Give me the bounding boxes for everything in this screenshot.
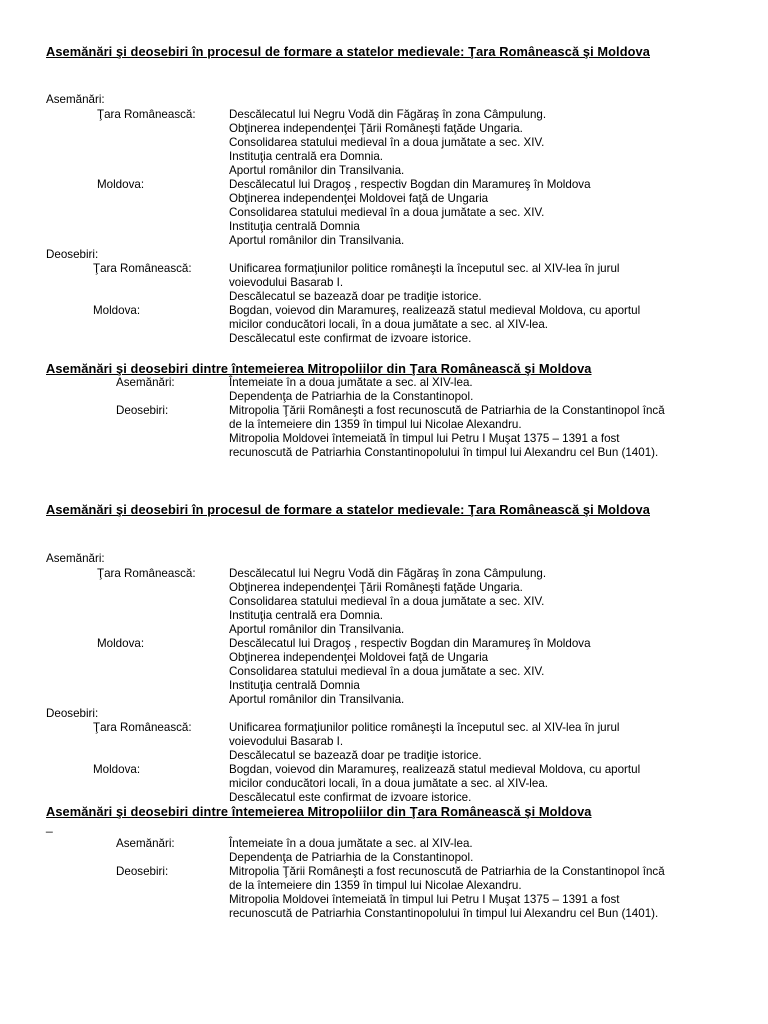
deosebiri-heading: Deosebiri: xyxy=(46,248,99,261)
deosebiri-label: Deosebiri: xyxy=(116,865,169,878)
list-item: Bogdan, voievod din Maramureş, realizează statul medieval Moldova, cu aportul xyxy=(229,763,641,776)
list-item: voievodului Basarab I. xyxy=(229,276,344,289)
moldova-deosebiri-list xyxy=(229,304,729,346)
list-item: Întemeiate în a doua jumătate a sec. al XIV-lea. xyxy=(229,376,473,389)
asemanari-label: Asemănări: xyxy=(116,376,175,389)
section-title: Asemănări şi deosebiri dintre întemeierea Mitropoliilor din Ţara Românească şi Moldova xyxy=(46,361,592,376)
list-item: Mitropolia Ţării Româneşti a fost recunoscută de Patriarhia de la Constantinopol încă xyxy=(229,404,665,417)
mitropolii-deosebiri-list xyxy=(229,865,729,921)
list-item: Descălecatul lui Dragoş , respectiv Bogdan din Maramureş în Moldova xyxy=(229,178,591,191)
list-item: Consolidarea statului medieval în a doua jumătate a sec. XIV. xyxy=(229,595,545,608)
list-item: Întemeiate în a doua jumătate a sec. al XIV-lea. xyxy=(229,837,473,850)
list-item: Mitropolia Ţării Româneşti a fost recunoscută de Patriarhia de la Constantinopol încă xyxy=(229,865,665,878)
tara-romaneasca-label: Ţara Românească: xyxy=(97,567,196,580)
tara-romaneasca-deosebiri-list xyxy=(229,262,729,304)
section-title: Asemănări şi deosebiri dintre întemeierea Mitropoliilor din Ţara Românească şi Moldova xyxy=(46,804,592,819)
list-item: Consolidarea statului medieval în a doua jumătate a sec. XIV. xyxy=(229,206,545,219)
list-item: Instituţia centrală Domnia xyxy=(229,679,360,692)
moldova-asemanari-list xyxy=(229,178,729,248)
list-item: de la întemeiere din 1359 în timpul lui Nicolae Alexandru. xyxy=(229,879,522,892)
list-item: Descălecatul lui Negru Vodă din Făgăraş în zona Câmpulung. xyxy=(229,567,547,580)
list-item: Obţinerea independenţei Ţării Româneşti faţăde Ungaria. xyxy=(229,122,523,135)
list-item: Aportul românilor din Transilvania. xyxy=(229,623,405,636)
list-item: Obţinerea independenţei Ţării Româneşti faţăde Ungaria. xyxy=(229,581,523,594)
list-item: Descălecatul este confirmat de izvoare istorice. xyxy=(229,791,472,804)
moldova-label: Moldova: xyxy=(97,637,145,650)
list-item: Bogdan, voievod din Maramureş, realizează statul medieval Moldova, cu aportul xyxy=(229,304,641,317)
tara-romaneasca-asemanari-list xyxy=(229,108,729,178)
list-item: voievodului Basarab I. xyxy=(229,735,344,748)
list-item: Descălecatul este confirmat de izvoare istorice. xyxy=(229,332,472,345)
list-item: de la întemeiere din 1359 în timpul lui Nicolae Alexandru. xyxy=(229,418,522,431)
trailing-underscore: _ xyxy=(46,819,53,833)
mitropolii-asemanari-list xyxy=(229,837,729,865)
list-item: Aportul românilor din Transilvania. xyxy=(229,234,405,247)
list-item: Descălecatul se bazează doar pe tradiţie istorice. xyxy=(229,749,482,762)
mitropolii-deosebiri-list xyxy=(229,404,729,460)
list-item: Instituţia centrală era Domnia. xyxy=(229,150,384,163)
tara-romaneasca-deosebiri-list xyxy=(229,721,729,763)
list-item: Descălecatul lui Dragoş , respectiv Bogdan din Maramureş în Moldova xyxy=(229,637,591,650)
list-item: recunoscută de Patriarhia Constantinopolului în timpul lui Alexandru cel Bun (1401). xyxy=(229,907,659,920)
moldova-asemanari-list xyxy=(229,637,729,707)
list-item: recunoscută de Patriarhia Constantinopolului în timpul lui Alexandru cel Bun (1401). xyxy=(229,446,659,459)
list-item: Descălecatul se bazează doar pe tradiţie istorice. xyxy=(229,290,482,303)
asemanari-heading: Asemănări: xyxy=(46,93,105,106)
tara-romaneasca-label: Ţara Românească: xyxy=(93,721,192,734)
list-item: micilor conducători locali, în a doua jumătate a sec. al XIV-lea. xyxy=(229,318,548,331)
list-item: Obţinerea independenţei Moldovei faţă de Ungaria xyxy=(229,651,489,664)
list-item: Instituţia centrală era Domnia. xyxy=(229,609,384,622)
deosebiri-label: Deosebiri: xyxy=(116,404,169,417)
section-title: Asemănări şi deosebiri în procesul de formare a statelor medievale: Ţara Românească şi Moldova xyxy=(46,502,650,517)
list-item: Unificarea formaţiunilor politice româneşti la începutul sec. al XIV-lea în jurul xyxy=(229,262,620,275)
tara-romaneasca-label: Ţara Românească: xyxy=(93,262,192,275)
list-item: micilor conducători locali, în a doua jumătate a sec. al XIV-lea. xyxy=(229,777,548,790)
tara-romaneasca-label: Ţara Românească: xyxy=(97,108,196,121)
list-item: Dependenţa de Patriarhia de la Constantinopol. xyxy=(229,851,474,864)
moldova-label: Moldova: xyxy=(93,763,141,776)
list-item: Descălecatul lui Negru Vodă din Făgăraş în zona Câmpulung. xyxy=(229,108,547,121)
section-title: Asemănări şi deosebiri în procesul de formare a statelor medievale: Ţara Românească şi Moldova xyxy=(46,44,650,59)
list-item: Aportul românilor din Transilvania. xyxy=(229,164,405,177)
asemanari-label: Asemănări: xyxy=(116,837,175,850)
list-item: Mitropolia Moldovei întemeiată în timpul lui Petru I Muşat 1375 – 1391 a fost xyxy=(229,893,620,906)
moldova-label: Moldova: xyxy=(97,178,145,191)
list-item: Mitropolia Moldovei întemeiată în timpul lui Petru I Muşat 1375 – 1391 a fost xyxy=(229,432,620,445)
tara-romaneasca-asemanari-list xyxy=(229,567,729,637)
list-item: Obţinerea independenţei Moldovei faţă de Ungaria xyxy=(229,192,489,205)
mitropolii-asemanari-list xyxy=(229,376,729,404)
moldova-label: Moldova: xyxy=(93,304,141,317)
asemanari-heading: Asemănări: xyxy=(46,552,105,565)
list-item: Consolidarea statului medieval în a doua jumătate a sec. XIV. xyxy=(229,665,545,678)
deosebiri-heading: Deosebiri: xyxy=(46,707,99,720)
list-item: Consolidarea statului medieval în a doua jumătate a sec. XIV. xyxy=(229,136,545,149)
list-item: Aportul românilor din Transilvania. xyxy=(229,693,405,706)
list-item: Unificarea formaţiunilor politice româneşti la începutul sec. al XIV-lea în jurul xyxy=(229,721,620,734)
moldova-deosebiri-list xyxy=(229,763,729,805)
list-item: Dependenţa de Patriarhia de la Constantinopol. xyxy=(229,390,474,403)
list-item: Instituţia centrală Domnia xyxy=(229,220,360,233)
